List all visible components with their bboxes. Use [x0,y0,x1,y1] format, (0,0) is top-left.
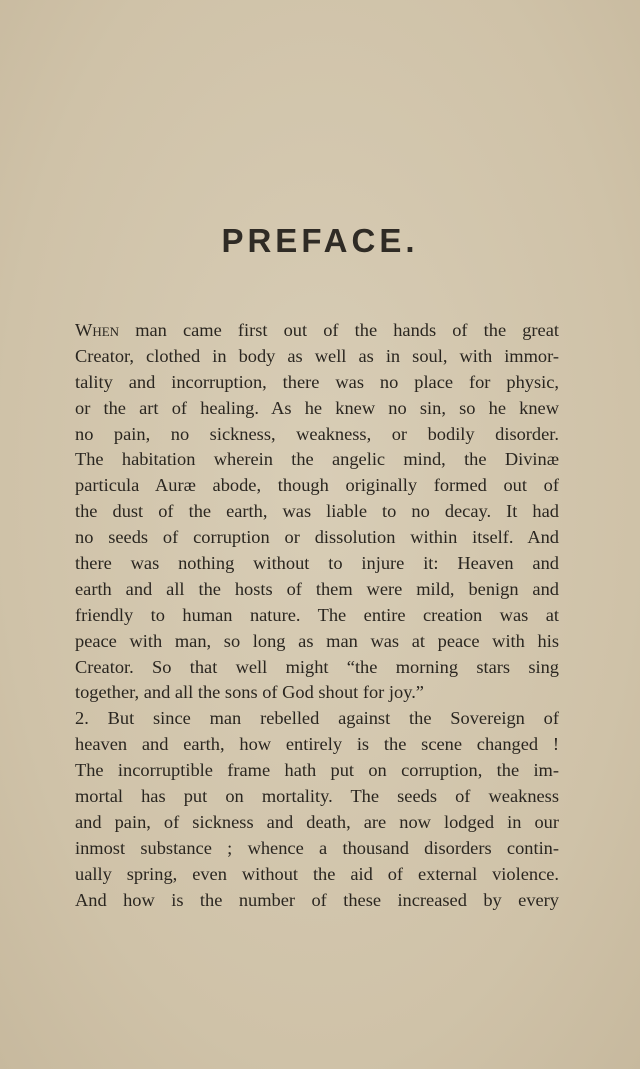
text-line [75,577,559,603]
text-line [75,422,559,448]
line-text: friendly to human nature. The entire creation was at [75,604,559,625]
line-text: no seeds of corruption or dissolution within itself. And [75,527,559,548]
text-line [75,655,559,681]
line-text: tality and incorruption, there was no place for physic, [75,371,559,392]
text-line [75,732,559,758]
line-text: the dust of the earth, was liable to no decay. It had [75,501,559,522]
preface-body [75,318,559,913]
text-line [75,706,559,732]
text-line [75,680,559,706]
text-line [75,862,559,888]
text-line [75,784,559,810]
line-text: man came first out of the hands of the great [119,320,559,340]
line-text: particula Auræ abode, though originally formed out of [75,475,559,496]
text-line [75,629,559,655]
line-text: and pain, of sickness and death, are now lodged in our [75,811,559,832]
line-text: inmost substance ; whence a thousand disorders contin- [75,837,559,858]
text-line [75,473,559,499]
text-line [75,499,559,525]
text-line [75,447,559,473]
line-text: peace with man, so long as man was at peace with his [75,630,559,651]
text-line [75,344,559,370]
line-text: there was nothing without to injure it: Heaven and [75,553,559,574]
text-line [75,318,559,344]
line-text: 2. But since man rebelled against the Sovereign of [75,708,559,729]
text-line [75,603,559,629]
line-text: ually spring, even without the aid of external violence. [75,863,559,884]
line-text: or the art of healing. As he knew no sin, so he knew [75,397,559,418]
text-line [75,525,559,551]
line-text: no pain, no sickness, weakness, or bodily disorder. [75,423,559,444]
line-text: heaven and earth, how entirely is the scene changed ! [75,734,559,755]
text-line [75,836,559,862]
text-line [75,370,559,396]
text-line [75,551,559,577]
line-text: earth and all the hosts of them were mild, benign and [75,578,559,599]
text-line [75,396,559,422]
drop-word: When [75,320,120,340]
line-text: together, and all the sons of God shout for joy.” [75,682,424,703]
line-text: And how is the number of these increased by every [75,889,559,910]
line-text: Creator, clothed in body as well as in soul, with immor- [75,345,559,366]
text-line [75,758,559,784]
line-text: The habitation wherein the angelic mind, the Divinæ [75,449,559,470]
line-text: The incorruptible frame hath put on corruption, the im- [75,760,559,781]
text-line [75,810,559,836]
line-text: mortal has put on mortality. The seeds of weakness [75,786,559,807]
text-line [75,888,559,914]
line-text: Creator. So that well might “the morning stars sing [75,656,559,677]
page-title: PREFACE. [221,222,419,259]
